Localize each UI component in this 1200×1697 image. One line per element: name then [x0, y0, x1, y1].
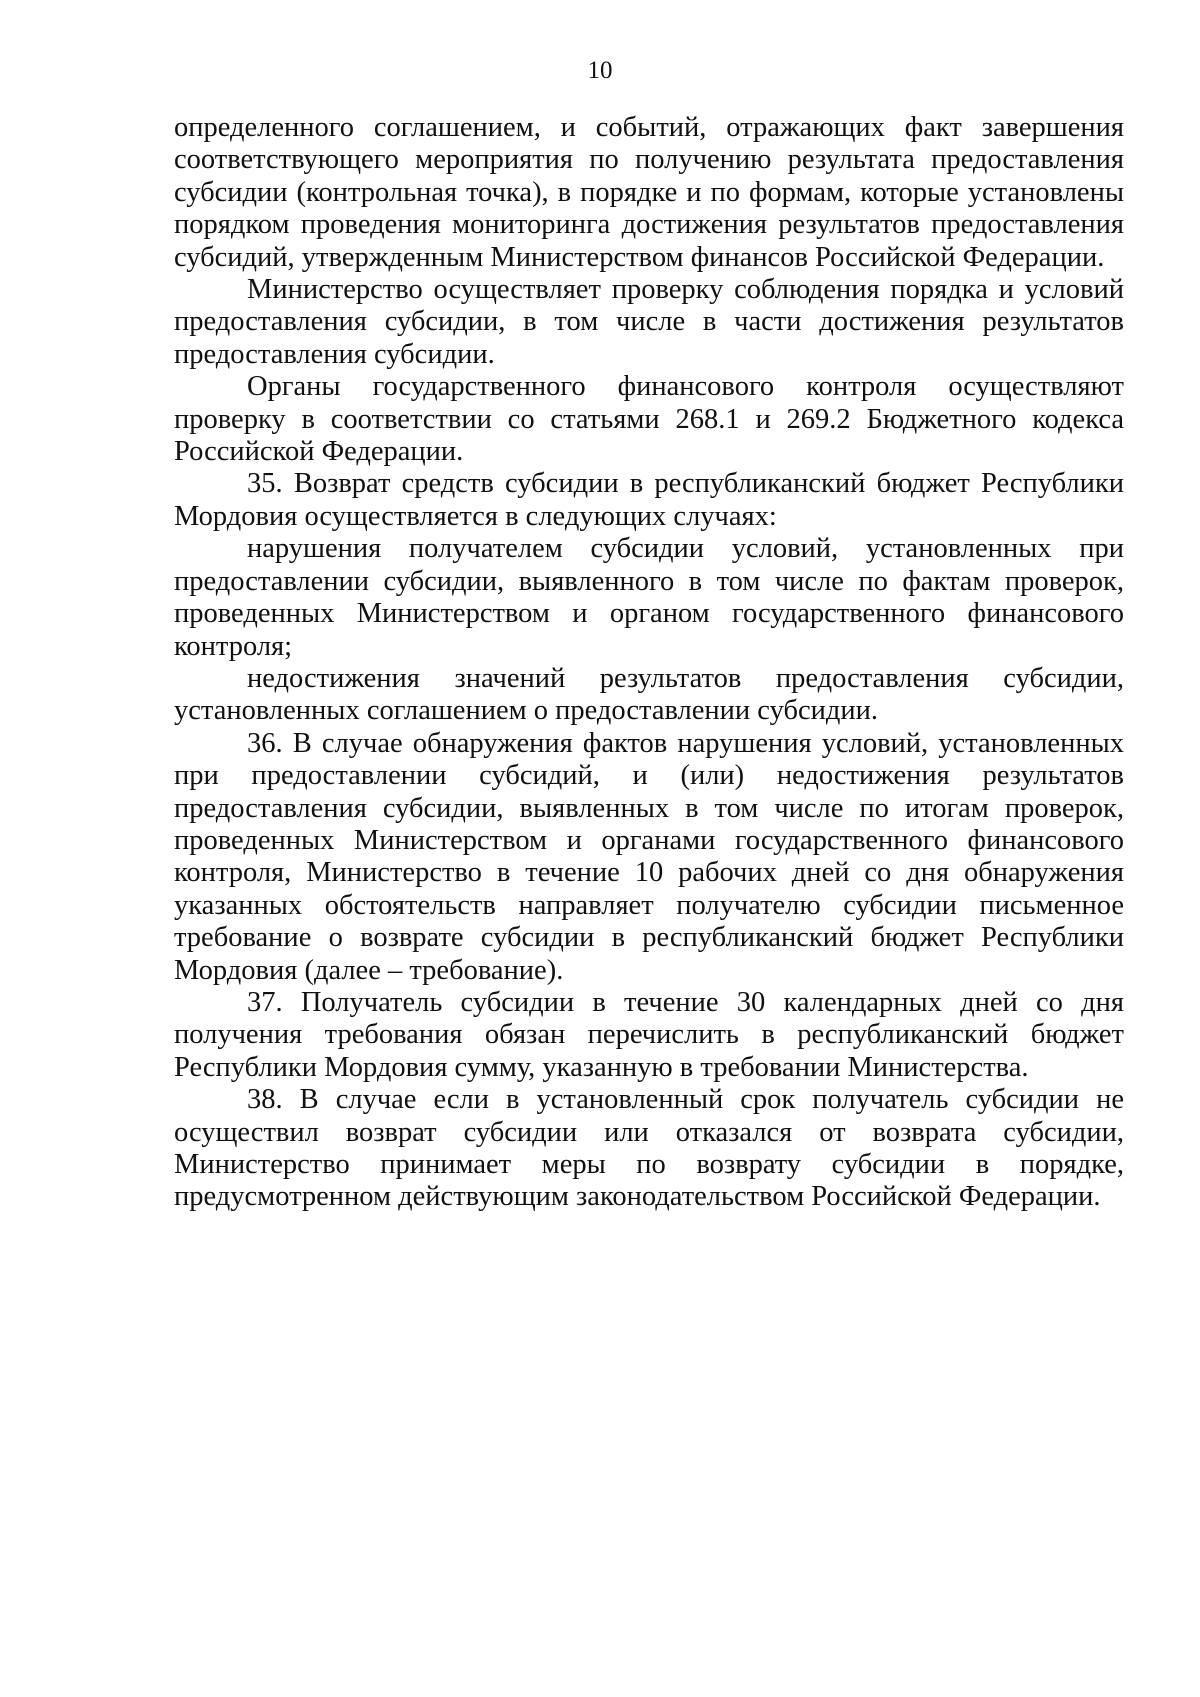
paragraph-financial-control: Органы государственного финансового контроля осуществляют проверку в соответствии со статьями 268.1 и 269.2 Бюджетного кодекса Российской Федерации.	[174, 371, 1124, 468]
paragraph-item-38: 38. В случае если в установленный срок получатель субсидии не осуществил возврат субсидии или отказался от возврата субсидии, Министерство принимает меры по возврату субсидии в порядке, предусмотренном действующим законодательством Российской Федерации.	[174, 1084, 1124, 1213]
paragraph-item-36: 36. В случае обнаружения фактов нарушения условий, установленных при предоставлении субсидий, и (или) недостижения результатов предоставления субсидии, выявленных в том числе по итогам проверок, проведенных Министерством и органами государственного финансового контроля, Министерство в течение 10 рабочих дней со дня обнаружения указанных обстоятельств направляет получателю субсидии письменное требование о возврате субсидии в республиканский бюджет Республики Мордовия (далее – требование).	[174, 727, 1124, 986]
paragraph-continuation: определенного соглашением, и событий, отражающих факт завершения соответствующего мероприятия по получению результата предоставления субсидии (контрольная точка), в порядке и по формам, которые установлены порядком проведения мониторинга достижения результатов предоставления субсидий, утвержденным Министерством финансов Российской Федерации.	[174, 112, 1124, 273]
document-body	[174, 112, 1124, 1214]
paragraph-item-37: 37. Получатель субсидии в течение 30 календарных дней со дня получения требования обязан перечислить в республиканский бюджет Республики Мордовия сумму, указанную в требовании Министерства.	[174, 986, 1124, 1083]
paragraph-case-nonachievement: недостижения значений результатов предоставления субсидии, установленных соглашением о предоставлении субсидии.	[174, 662, 1124, 727]
paragraph-item-35: 35. Возврат средств субсидии в республиканский бюджет Республики Мордовия осуществляется в следующих случаях:	[174, 468, 1124, 532]
paragraph-case-violation: нарушения получателем субсидии условий, установленных при предоставлении субсидии, выявленного в том числе по фактам проверок, проведенных Министерством и органом государственного финансового контроля;	[174, 533, 1124, 662]
paragraph-ministry-inspection: Министерство осуществляет проверку соблюдения порядка и условий предоставления субсидии, в том числе в части достижения результатов предоставления субсидии.	[174, 274, 1124, 370]
page-number: 10	[587, 57, 613, 84]
